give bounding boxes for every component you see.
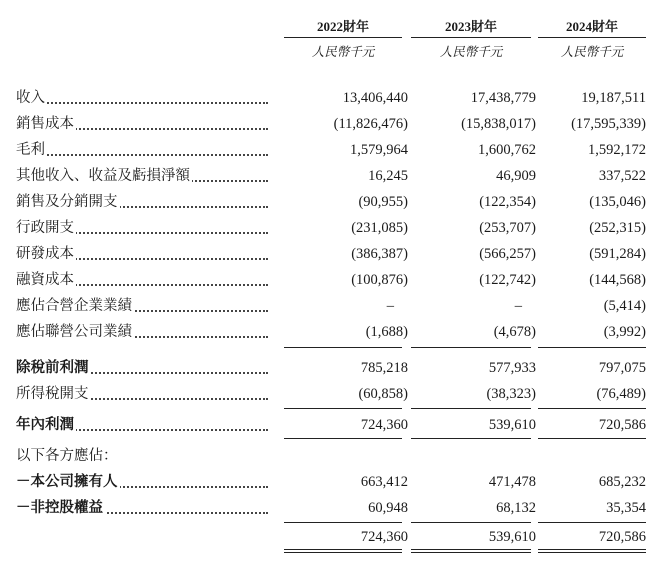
row-value-2022: (60,858) <box>358 386 408 402</box>
row-label <box>16 111 272 137</box>
row-value-2024: 720,586 <box>598 417 646 433</box>
row-value-2023: 1,600,762 <box>478 142 536 158</box>
row-value-2022: 16,245 <box>368 168 408 184</box>
row-value-2024: 337,522 <box>598 168 646 184</box>
row-label <box>16 381 272 407</box>
col-header-year-2023: 2023財年 <box>444 19 497 34</box>
row-value-2024: (5,414) <box>603 298 646 314</box>
double-rule-bottom-2023 <box>411 552 531 553</box>
row-value-2022: 1,579,964 <box>350 142 408 158</box>
row-value-2024: 19,187,511 <box>581 90 646 106</box>
row-label <box>16 319 272 345</box>
row-label-text: 應佔合營企業業績 <box>16 298 132 314</box>
row-label <box>16 412 272 438</box>
row-label <box>16 85 272 111</box>
row-label-text: 收入 <box>16 90 45 106</box>
row-label <box>16 293 272 319</box>
row-value-2023: (253,707) <box>479 220 536 236</box>
row-value-2022: – <box>386 298 394 314</box>
row-label <box>16 443 272 469</box>
row-value-2022 <box>282 443 408 469</box>
row-value-2023: 68,132 <box>496 500 536 516</box>
double-rule-top-2023 <box>411 549 531 550</box>
table-row <box>0 137 672 163</box>
row-value-2024: 797,075 <box>598 360 646 376</box>
row-value-2023: – <box>514 298 522 314</box>
col-unit-2023: 人民幣千元 <box>439 44 503 59</box>
double-rule-top-2022 <box>284 549 402 550</box>
table-row <box>0 163 672 189</box>
row-value-2022: 785,218 <box>360 360 408 376</box>
row-label-text: 應佔聯營公司業績 <box>16 324 132 340</box>
row-label-text: 除稅前利潤 <box>16 359 89 376</box>
table-row <box>0 241 672 267</box>
table-row <box>0 469 672 495</box>
row-value-2024: (591,284) <box>589 246 646 262</box>
table-row <box>0 293 672 319</box>
table-row <box>0 495 672 521</box>
row-value-2024: 685,232 <box>598 474 646 490</box>
row-label <box>16 241 272 267</box>
double-rule-bottom-2022 <box>284 552 402 553</box>
row-value-2022: (100,876) <box>351 272 408 288</box>
header-rule-2022 <box>284 37 402 38</box>
row-label <box>16 469 272 495</box>
row-value-2022: (386,387) <box>351 246 408 262</box>
header-rule-2024 <box>538 37 646 38</box>
row-value-2024: 1,592,172 <box>588 142 646 158</box>
table-row <box>0 85 672 111</box>
row-value-2024: (3,992) <box>603 324 646 340</box>
row-label-text: 研發成本 <box>16 246 74 262</box>
row-value-2023: 577,933 <box>488 360 536 376</box>
row-label-text: 以下各方應佔： <box>16 448 118 464</box>
row-value-2024: (144,568) <box>589 272 646 288</box>
table-row <box>0 443 672 469</box>
rule-before-total-2023 <box>411 522 531 523</box>
row-label <box>16 495 272 521</box>
row-value-2022: 663,412 <box>360 474 408 490</box>
table-row <box>0 267 672 293</box>
rule-before-profit-before-tax-2022 <box>284 347 402 348</box>
row-value-2022: 724,360 <box>360 417 408 433</box>
header-rule-2023 <box>411 37 531 38</box>
row-value-2022: (11,826,476) <box>333 116 408 132</box>
rule-after-profit-for-year-2022 <box>284 438 402 439</box>
row-value-2023 <box>408 443 536 469</box>
rule-before-profit-for-year-2024 <box>538 408 646 409</box>
row-label-text: 年內利潤 <box>16 416 74 433</box>
row-label-text: 行政開支 <box>16 220 74 236</box>
double-rule-top-2024 <box>538 549 646 550</box>
rule-before-profit-for-year-2023 <box>411 408 531 409</box>
row-label-text: 融資成本 <box>16 272 74 288</box>
table-row <box>0 412 672 438</box>
row-label <box>16 215 272 241</box>
row-label-text: －非控股權益 <box>16 499 103 516</box>
rule-before-profit-before-tax-2024 <box>538 347 646 348</box>
row-label <box>16 524 272 550</box>
table-row <box>0 355 672 381</box>
row-value-2023: 539,610 <box>488 529 536 545</box>
double-rule-bottom-2024 <box>538 552 646 553</box>
row-value-2022: 724,360 <box>360 529 408 545</box>
row-value-2022: 13,406,440 <box>342 90 408 106</box>
row-value-2023: (566,257) <box>479 246 536 262</box>
row-value-2024: (17,595,339) <box>571 116 646 132</box>
row-label-text: －本公司擁有人 <box>16 473 118 490</box>
col-header-year-2024: 2024財年 <box>565 19 618 34</box>
table-row <box>0 381 672 407</box>
col-unit-2022: 人民幣千元 <box>311 44 375 59</box>
row-value-2022: (90,955) <box>358 194 408 210</box>
col-header-year-2022: 2022財年 <box>316 19 369 34</box>
row-value-2023: (38,323) <box>486 386 536 402</box>
row-label-text: 銷售及分銷開支 <box>16 194 118 210</box>
row-label-text: 所得稅開支 <box>16 386 89 402</box>
row-value-2023: 17,438,779 <box>470 90 536 106</box>
row-value-2024 <box>536 443 646 469</box>
row-value-2023: 539,610 <box>488 417 536 433</box>
table-row <box>0 215 672 241</box>
row-value-2024: (135,046) <box>589 194 646 210</box>
row-value-2023: (15,838,017) <box>461 116 536 132</box>
row-value-2023: 46,909 <box>496 168 536 184</box>
row-value-2022: 60,948 <box>368 500 408 516</box>
leader-dots <box>16 154 268 156</box>
row-label <box>16 163 272 189</box>
table-row <box>0 189 672 215</box>
leader-dots <box>16 102 268 104</box>
rule-before-profit-for-year-2022 <box>284 408 402 409</box>
row-label-text: 銷售成本 <box>16 116 74 132</box>
rule-before-total-2024 <box>538 522 646 523</box>
row-value-2022: (1,688) <box>365 324 408 340</box>
row-label-text: 毛利 <box>16 142 45 158</box>
row-label <box>16 267 272 293</box>
table-row <box>0 524 672 550</box>
rule-after-profit-for-year-2023 <box>411 438 531 439</box>
rule-after-profit-for-year-2024 <box>538 438 646 439</box>
row-label-text: 其他收入、收益及虧損淨額 <box>16 168 190 184</box>
row-label <box>16 355 272 381</box>
row-value-2024: (76,489) <box>596 386 646 402</box>
row-value-2023: (4,678) <box>493 324 536 340</box>
row-value-2023: (122,742) <box>479 272 536 288</box>
row-value-2024: (252,315) <box>589 220 646 236</box>
row-label <box>16 189 272 215</box>
row-value-2022: (231,085) <box>351 220 408 236</box>
table-row <box>0 111 672 137</box>
rule-before-profit-before-tax-2023 <box>411 347 531 348</box>
row-value-2024: 720,586 <box>598 529 646 545</box>
rule-before-total-2022 <box>284 522 402 523</box>
row-label <box>16 137 272 163</box>
row-value-2023: 471,478 <box>488 474 536 490</box>
table-row <box>0 319 672 345</box>
col-unit-2024: 人民幣千元 <box>560 44 624 59</box>
row-value-2023: (122,354) <box>479 194 536 210</box>
row-value-2024: 35,354 <box>606 500 646 516</box>
